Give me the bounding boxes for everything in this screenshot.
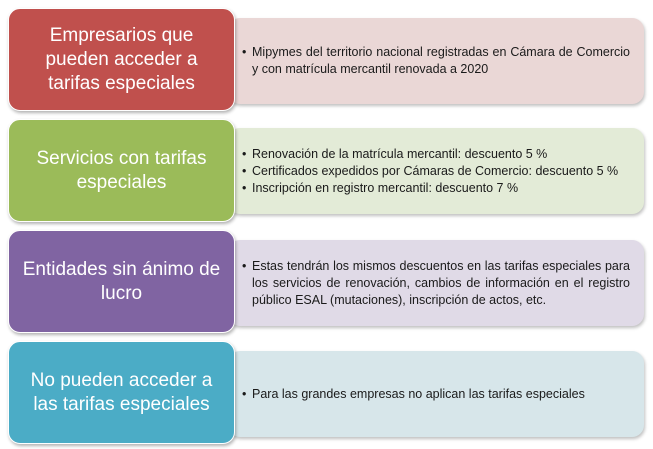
label-text: Empresarios que pueden acceder a tarifas especiales [45,24,198,94]
label-box-empresarios [8,8,235,111]
list-item: • Mipymes del territorio nacional registradas en Cámara de Comercio y con matrícula mercantil renovada a 2020 [242,44,630,78]
label-box-no-acceden [8,341,235,444]
detail-list [242,146,630,197]
list-item: • Estas tendrán los mismos descuentos en las tarifas especiales para los servicios de renovación, cambios de información en el registro público ESAL (mutaciones), inscripción de actos, etc. [242,258,630,309]
label-text: No pueden acceder a las tarifas especiales [30,369,213,415]
detail-list [242,44,630,78]
label-text: Entidades sin ánimo de lucro [22,258,221,304]
detail-box-servicios [228,128,644,214]
label-box-entidades [8,230,235,333]
detail-box-empresarios [228,18,644,104]
list-item: • Renovación de la matrícula mercantil: descuento 5 % [242,146,630,163]
detail-list [242,258,630,309]
label-box-servicios [8,119,235,222]
list-item: • Para las grandes empresas no aplican las tarifas especiales [242,386,630,403]
label-text: Servicios con tarifas especiales [36,147,207,193]
list-item: • Certificados expedidos por Cámaras de Comercio: descuento 5 % [242,163,630,180]
list-item: • Inscripción en registro mercantil: descuento 7 % [242,180,630,197]
detail-list [242,386,630,403]
detail-box-no-acceden [228,351,644,437]
detail-box-entidades [228,240,644,326]
